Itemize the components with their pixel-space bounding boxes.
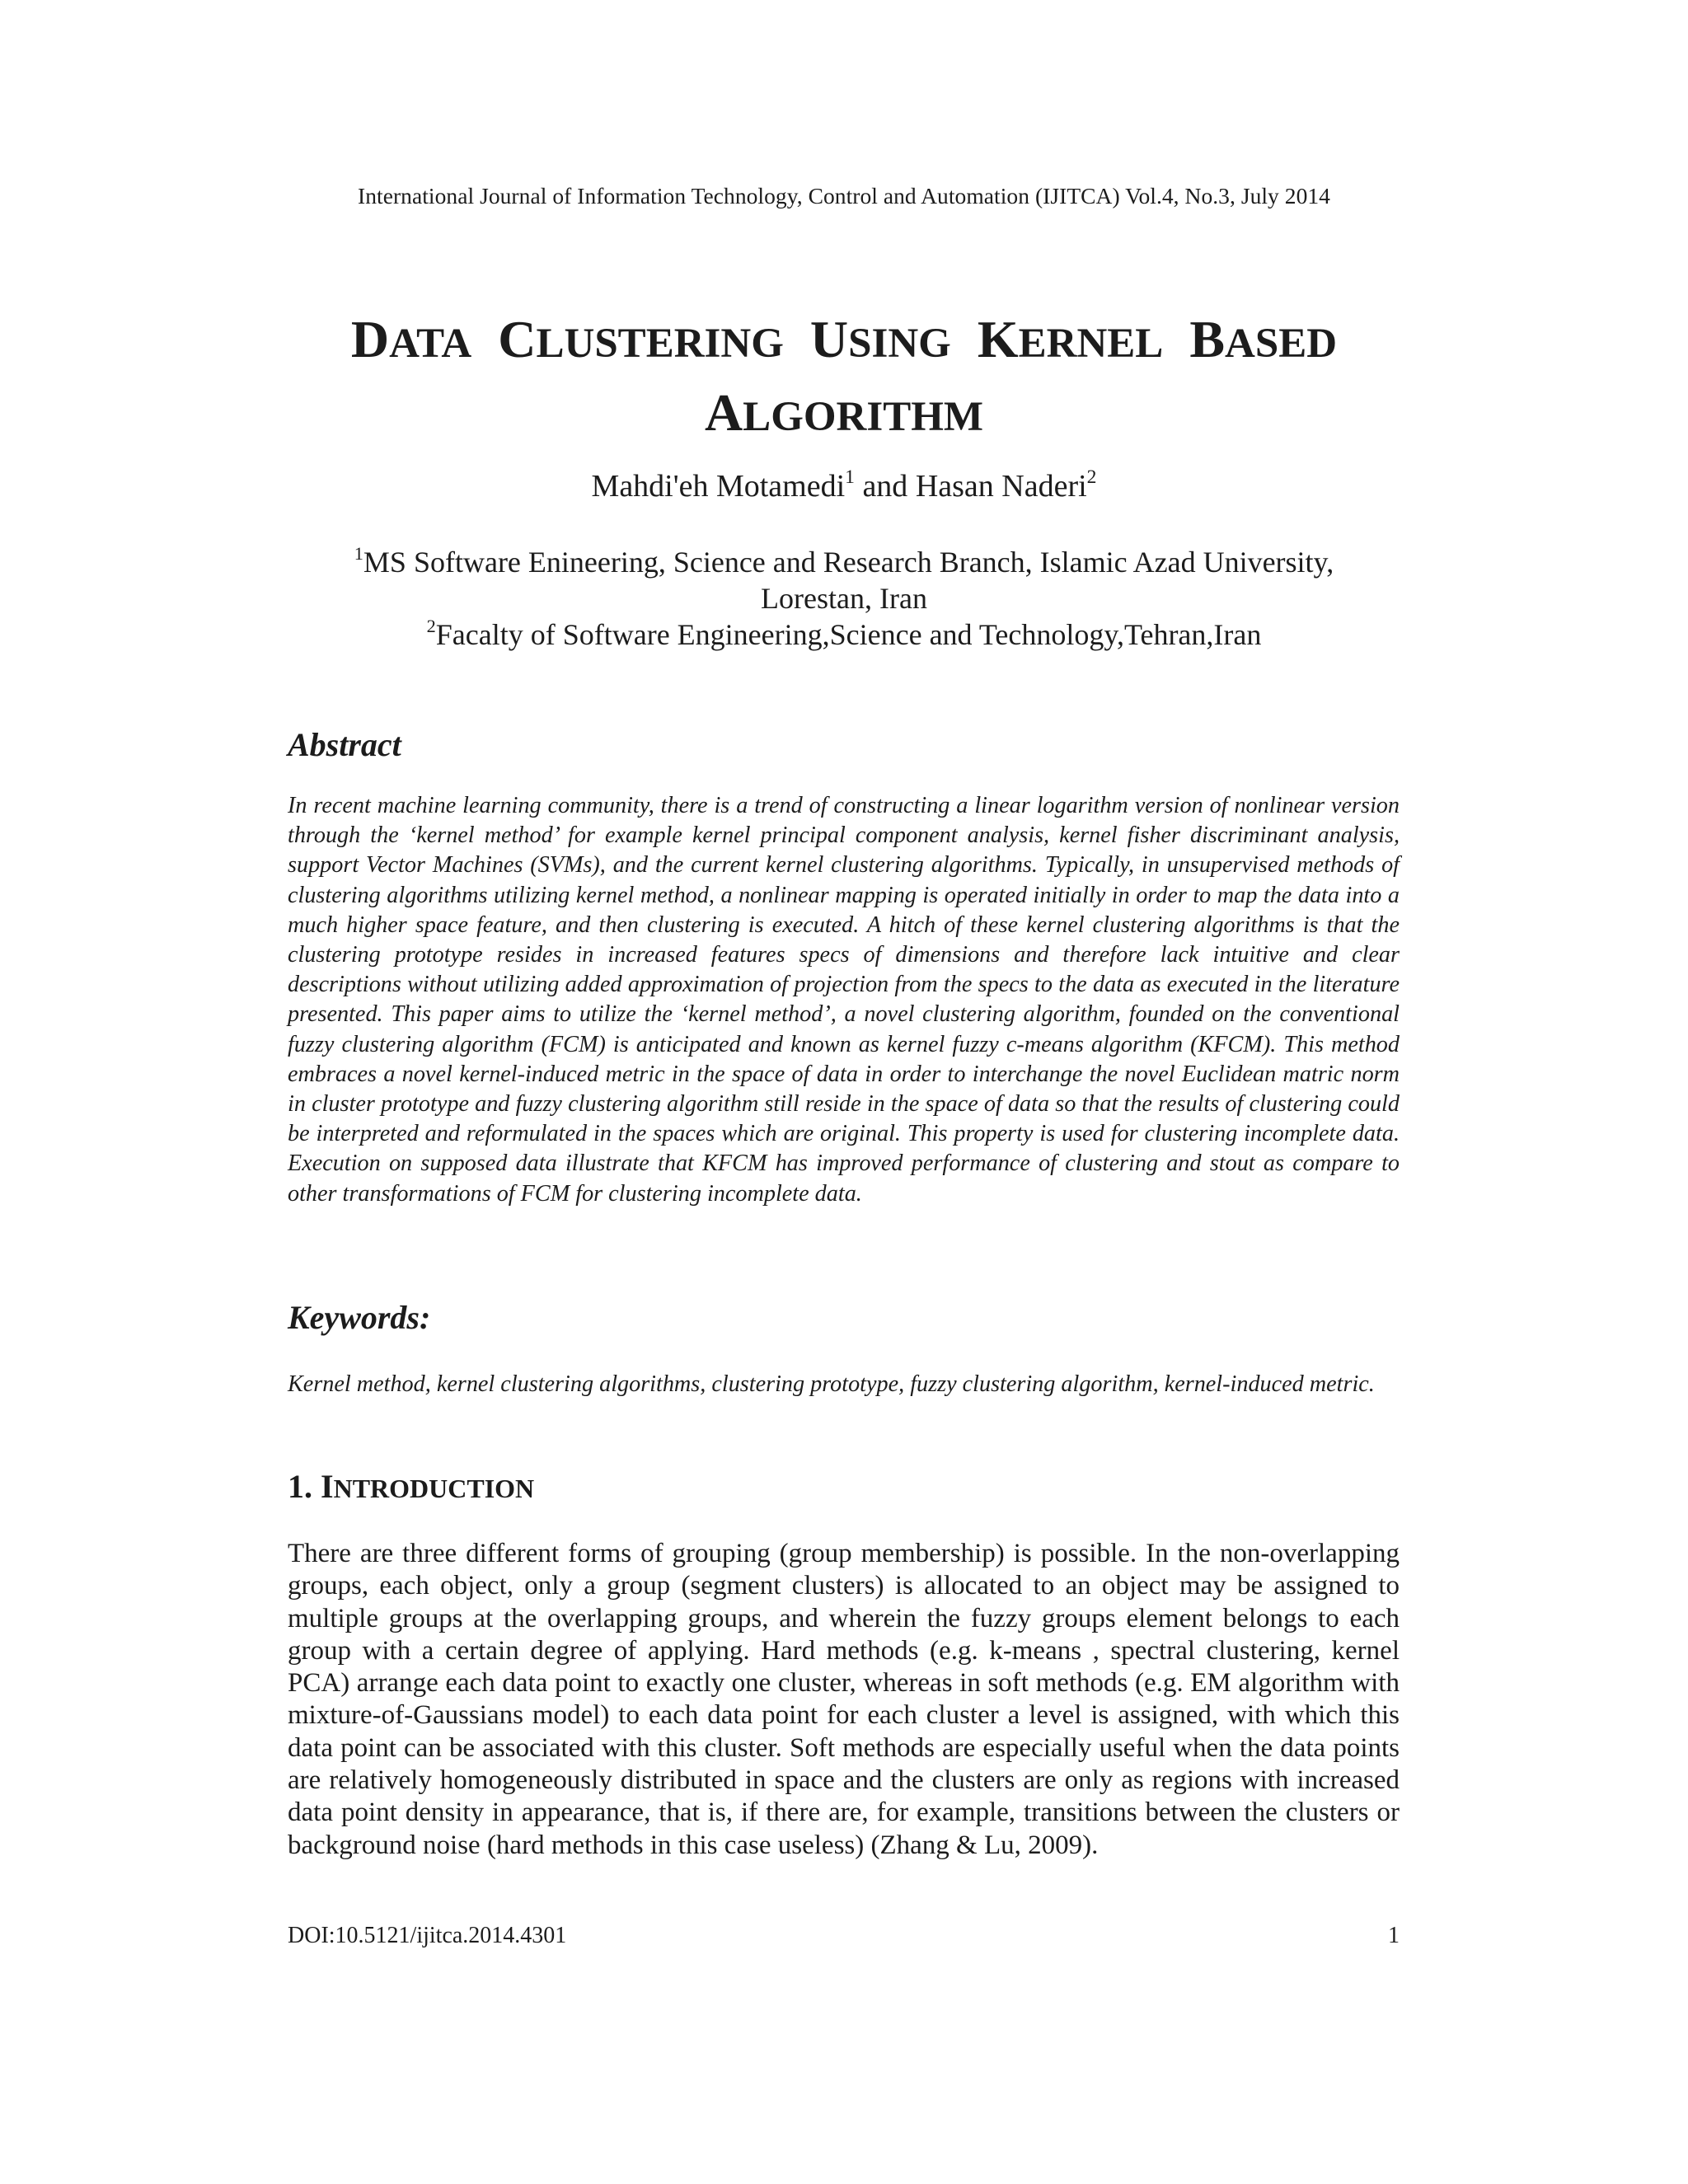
title-word: BASED: [1189, 310, 1338, 368]
title-word: DATA: [350, 310, 472, 368]
page-number: 1: [1388, 1923, 1400, 1948]
affiliation-1-line-2: Lorestan, Iran: [761, 582, 927, 615]
keywords-text: Kernel method, kernel clustering algorithms, clustering prototype, fuzzy clustering algorithm, kernel-induced metric.: [288, 1371, 1375, 1397]
author-name: Mahdi'eh Motamedi: [591, 469, 846, 504]
abstract-heading: Abstract: [288, 726, 401, 763]
author-name: Hasan Naderi: [915, 469, 1087, 504]
affiliation-1-line-1: $^1$MS Software Enineering, Science and Research Branch, Islamic Azad University,: [354, 542, 1334, 579]
running-head: International Journal of Information Technology, Control and Automation (IJITCA) Vol.4, No.3, July 2014: [358, 183, 1330, 209]
title-word: CLUSTERING: [498, 310, 784, 368]
title-line-2: [0, 378, 1688, 452]
abstract-text: In recent machine learning community, there is a trend of constructing a linear logarithm version of nonlinear version through the ‘kernel method’ for example kernel principal component analysis, kernel fisher discriminant analysis, support Vector Machines (SVMs), and the current kernel clustering algorithms. Typically, in unsupervised methods of clustering algorithms utilizing kernel method, a nonlinear mapping is operated initially in order to map the data into a much higher space feature, and then clustering is executed. A hitch of these kernel clustering algorithms is that the clustering prototype resides in increased features specs of dimensions and therefore lack intuitive and clear descriptions without utilizing added approximation of projection from the specs to the data as executed in the literature presented. This paper aims to utilize the ‘kernel method’, a novel clustering algorithm, founded on the conventional fuzzy clustering algorithm (FCM) is anticipated and known as kernel fuzzy c-means algorithm (KFCM). This method embraces a novel kernel-induced metric in the space of data in order to interchange the novel Euclidean matric norm in cluster prototype and fuzzy clustering algorithm still reside in the space of data so that the results of clustering could be interpreted and reformulated in the spaces which are original. This property is used for clustering incomplete data. Execution on supposed data illustrate that KFCM has improved performance of clustering and stout as compare to other transformations of FCM for clustering incomplete data.: [288, 793, 1400, 1207]
affiliations: [0, 544, 1688, 653]
title-word: USING: [809, 310, 951, 368]
doi-footer: DOI:10.5121/ijitca.2014.4301: [288, 1923, 567, 1948]
keywords-heading: Keywords:: [288, 1299, 431, 1336]
title-word: ALGORITHM: [704, 383, 984, 442]
section-heading-introduction: 1. INTRODUCTION: [288, 1468, 535, 1505]
title-line-1: [0, 305, 1688, 378]
affiliation-mark: 2: [426, 615, 436, 636]
author-connector: and: [854, 469, 916, 504]
paper-title: [0, 305, 1688, 452]
author-list: [0, 468, 1688, 504]
affiliation-2: $^2$Facalty of Software Engineering,Science and Technology,Tehran,Iran: [426, 615, 1262, 651]
title-word: KERNEL: [977, 310, 1164, 368]
affiliation-mark: 1: [354, 542, 363, 564]
affiliation-mark: 2: [1086, 466, 1097, 488]
introduction-paragraph: There are three different forms of grouping (group membership) is possible. In the non-overlapping groups, each object, only a group (segment clusters) is allocated to an object may be assigned to multiple groups at the overlapping groups, and wherein the fuzzy groups element belongs to each group with a certain degree of applying. Hard methods (e.g. k-means , spectral clustering, kernel PCA) arrange each data point to exactly one cluster, whereas in soft methods (e.g. EM algorithm with mixture-of-Gaussians model) to each data point for each cluster a level is assigned, with which this data point can be associated with this cluster. Soft methods are especially useful when the data points are relatively homogeneously distributed in space and the clusters are only as regions with increased data point density in appearance, that is, if there are, for example, transitions between the clusters or background noise (hard methods in this case useless) (Zhang & Lu, 2009).: [288, 1539, 1400, 1860]
affiliation-mark: 1: [845, 466, 855, 488]
